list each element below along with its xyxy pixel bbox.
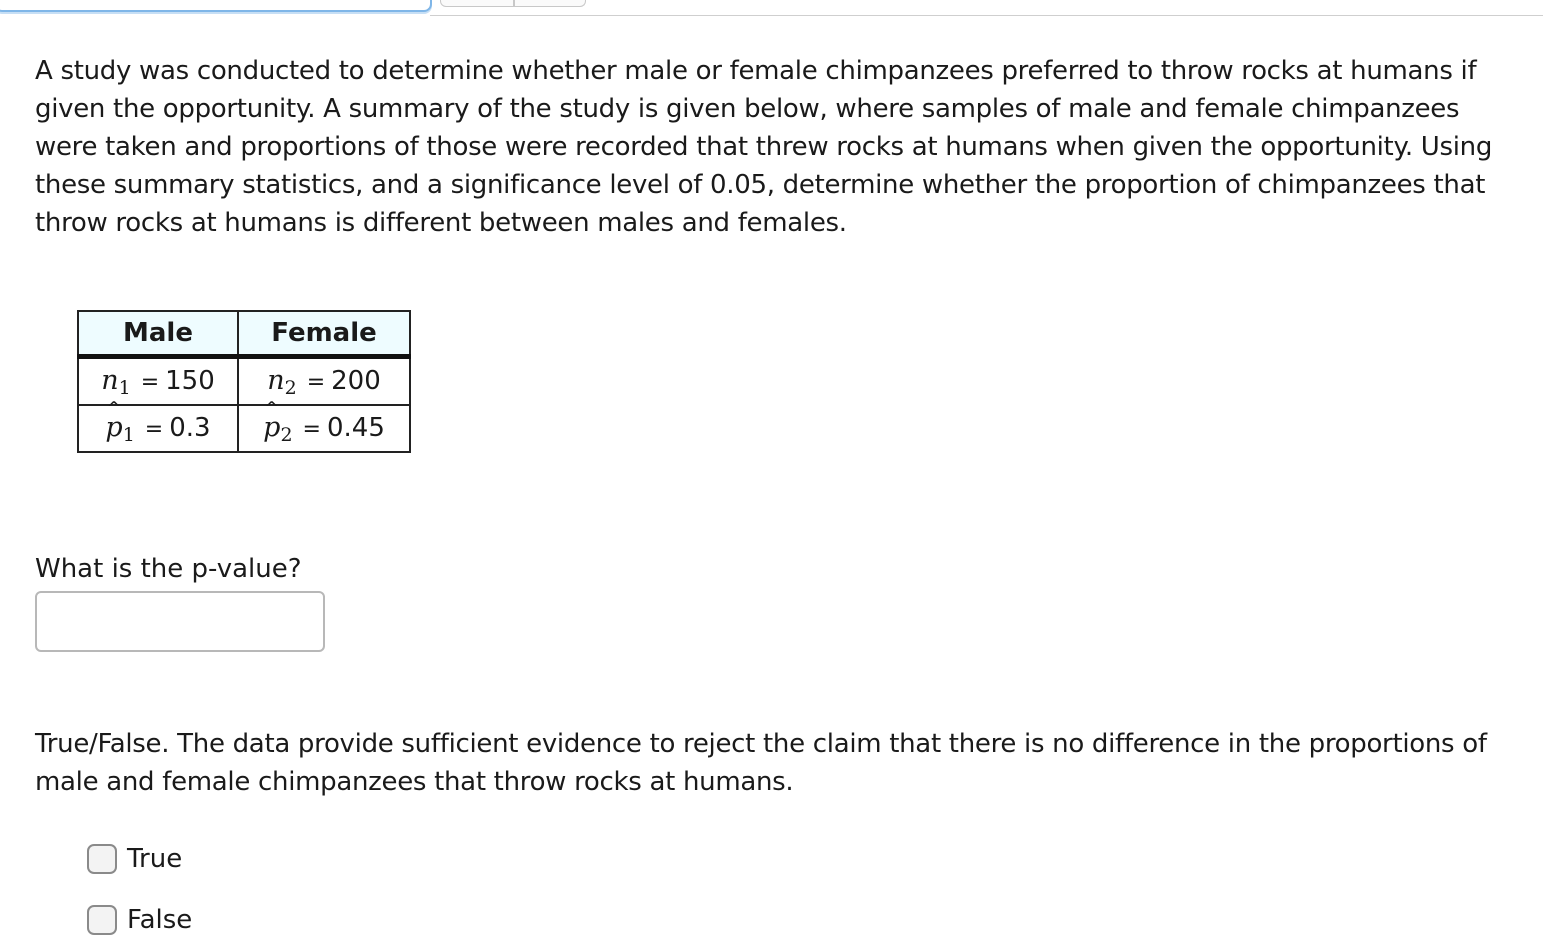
top-nav-bar <box>0 0 1543 20</box>
cell-value: 0.45 <box>326 412 385 443</box>
option-label[interactable]: False <box>127 905 193 935</box>
checkbox[interactable] <box>87 905 117 935</box>
summary-statistics-table <box>77 310 411 453</box>
cell-value: 200 <box>331 365 381 396</box>
sample-size-male: $n_1 = 150$ <box>78 357 238 406</box>
variable-subscript: 1 <box>122 423 135 446</box>
problem-statement: A study was conducted to determine whether male or female chimpanzees preferred to throw rocks at humans if given the opportunity. A summary of the study is given below, where samples of male and female chimpanzees were taken and proportions of those were recorded that threw rocks at humans when given the opportunity. Using these summary statistics, and a significance level of 0.05, determine whether the proportion of chimpanzees that throw rocks at humans is different between males and females. <box>35 56 1493 238</box>
cell-value: 0.3 <box>169 412 211 443</box>
sample-proportion-female: ^ $p_2 = 0.45$ <box>238 405 410 452</box>
active-tab[interactable] <box>0 0 432 12</box>
nav-tab-button[interactable] <box>440 0 514 7</box>
sample-size-female: $n_2 = 200$ <box>238 357 410 406</box>
pvalue-answer-input[interactable] <box>35 591 325 652</box>
column-header-female: Female <box>238 311 410 357</box>
table-row <box>78 357 410 406</box>
option-label[interactable]: True <box>127 844 183 874</box>
divider <box>430 15 1543 16</box>
option-true[interactable] <box>87 839 182 879</box>
p-hat-symbol: ^ p <box>105 412 122 443</box>
table-row <box>78 405 410 452</box>
sample-proportion-male: ^ $p_1 = 0.3$ <box>78 405 238 452</box>
column-header-male: Male <box>78 311 238 357</box>
variable-subscript: 2 <box>284 376 297 399</box>
cell-value: 150 <box>165 365 215 396</box>
variable-subscript: 2 <box>280 423 293 446</box>
nav-tab-button[interactable] <box>514 0 586 7</box>
variable-subscript: 1 <box>118 376 131 399</box>
pvalue-question-label: What is the p-value? <box>35 554 302 584</box>
p-hat-symbol: ^ p <box>263 412 280 443</box>
truefalse-question-text: True/False. The data provide sufficient evidence to reject the claim that there is no difference in the proportions of male and female chimpanzees that throw rocks at humans. <box>35 729 1487 797</box>
variable-symbol: n <box>101 364 119 396</box>
option-false[interactable] <box>87 900 192 940</box>
checkbox[interactable] <box>87 844 117 874</box>
variable-symbol: n <box>267 364 285 396</box>
